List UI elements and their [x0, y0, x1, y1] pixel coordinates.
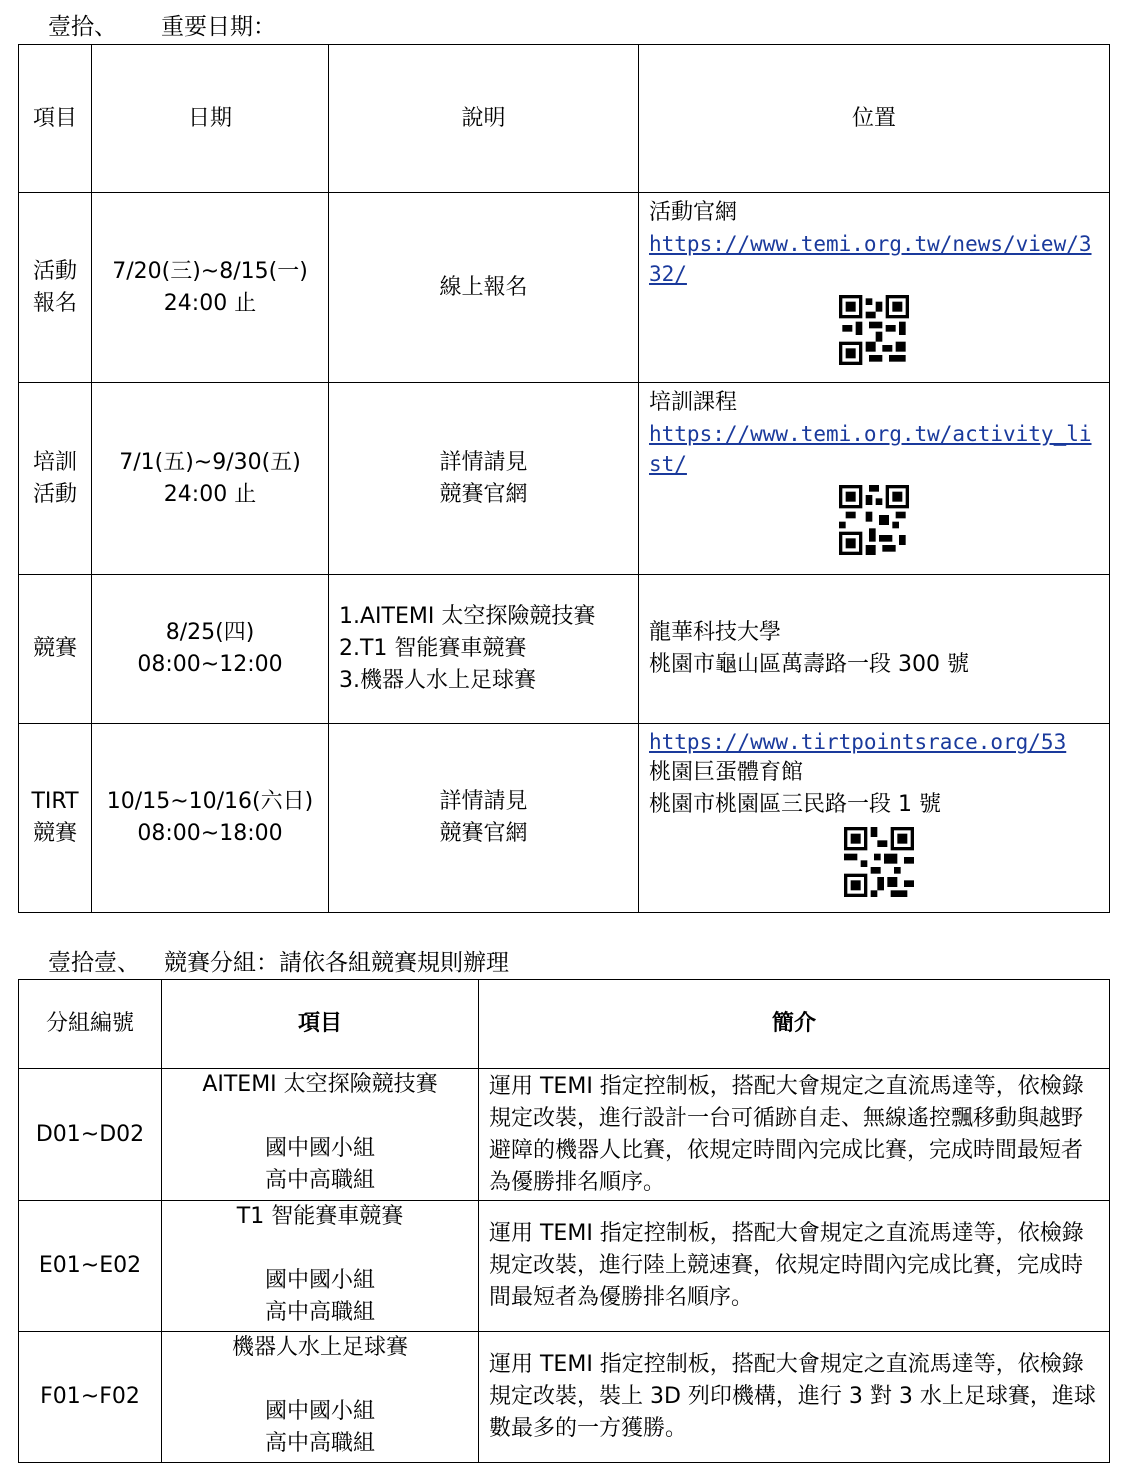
group-intro: 運用 TEMI 指定控制板，搭配大會規定之直流馬達等，依檢錄規定改裝，裝上 3D 列印機構，進行 3 對 3 水上足球賽，進球數最多的一方獲勝。 [479, 1332, 1110, 1463]
group-item [162, 1201, 479, 1332]
table-row [19, 1201, 1110, 1332]
location-title: 活動官網 [649, 200, 738, 225]
group-item [162, 1069, 479, 1201]
section11-heading [48, 946, 509, 980]
list-item: 1.AITEMI 太空探險競技賽 [339, 604, 596, 629]
header-location: 位置 [639, 45, 1110, 193]
header-intro: 簡介 [479, 980, 1110, 1069]
table-row [19, 575, 1110, 724]
header-group-code: 分組編號 [19, 980, 162, 1069]
header-desc: 說明 [329, 45, 639, 193]
registration-link[interactable]: https://www.temi.org.tw/news/view/332/ [649, 232, 1092, 286]
row-desc-line2: 競賽官網 [439, 481, 528, 507]
level-senior: 高中高職組 [264, 1431, 375, 1456]
row-item-line2: 報名 [32, 290, 77, 316]
level-junior: 國中國小組 [264, 1268, 375, 1293]
row-desc-line1: 詳情請見 [439, 789, 528, 814]
qr-code-icon [839, 485, 909, 555]
row-item-line2: 競賽 [32, 821, 77, 846]
row-desc [329, 724, 639, 913]
group-code: E01~E02 [19, 1201, 162, 1332]
row-date-line1: 8/25(四) [165, 620, 255, 645]
row-item-line1: 競賽 [32, 636, 77, 661]
section11-number: 壹拾壹、 [48, 950, 140, 976]
level-junior: 國中國小組 [264, 1399, 375, 1424]
row-desc [329, 383, 639, 575]
row-date [92, 193, 329, 383]
row-date [92, 383, 329, 575]
list-item: 3.機器人水上足球賽 [339, 668, 536, 693]
location-address: 桃園市桃園區三民路一段 1 號 [649, 792, 941, 817]
row-item-line1: TIRT [31, 789, 79, 814]
group-intro: 運用 TEMI 指定控制板，搭配大會規定之直流馬達等，依檢錄規定改裝，進行設計一台可循跡自走、無線遙控飄移動與越野避障的機器人比賽，依規定時間內完成比賽，完成時間最短者為優勝排名順序。 [479, 1069, 1110, 1201]
header-item: 項目 [162, 980, 479, 1069]
row-desc-line1: 詳情請見 [439, 449, 528, 475]
level-senior: 高中高職組 [264, 1300, 375, 1325]
important-dates-table [18, 44, 1110, 913]
location-title: 培訓課程 [649, 390, 738, 415]
list-item: 2.T1 智能賽車競賽 [339, 636, 527, 661]
row-item [19, 383, 92, 575]
section10-title: 重要日期： [161, 14, 276, 40]
group-name: AITEMI 太空探險競技賽 [202, 1072, 438, 1097]
row-desc-line1: 線上報名 [439, 274, 528, 300]
location-name: 桃園巨蛋體育館 [649, 760, 804, 785]
table-row [19, 1069, 1110, 1201]
row-item [19, 724, 92, 913]
group-item [162, 1332, 479, 1463]
location-address: 桃園市龜山區萬壽路一段 300 號 [649, 652, 969, 677]
row-date-line2: 08:00~12:00 [137, 652, 283, 677]
level-junior: 國中國小組 [264, 1136, 375, 1161]
group-name: T1 智能賽車競賽 [236, 1204, 404, 1229]
row-date-line2: 24:00 止 [163, 481, 257, 507]
row-date-line1: 10/15~10/16(六日) [106, 789, 314, 814]
row-item-line1: 活動 [32, 258, 77, 284]
table-row [19, 193, 1110, 383]
section10-number: 壹拾、 [48, 14, 117, 40]
group-name: 機器人水上足球賽 [231, 1335, 408, 1360]
section11-title: 競賽分組：請依各組競賽規則辦理 [164, 950, 509, 976]
group-levels [162, 1265, 478, 1329]
row-desc [329, 575, 639, 724]
group-intro: 運用 TEMI 指定控制板，搭配大會規定之直流馬達等，依檢錄規定改裝，進行陸上競速賽，依規定時間內完成比賽，完成時間最短者為優勝排名順序。 [479, 1201, 1110, 1332]
row-item-line1: 培訓 [32, 449, 77, 475]
group-code: D01~D02 [19, 1069, 162, 1201]
group-levels [162, 1396, 478, 1460]
qr-code-icon [839, 295, 909, 365]
row-desc [329, 193, 639, 383]
row-date-line1: 7/20(三)~8/15(一) [112, 258, 308, 284]
row-item-line2: 活動 [32, 481, 77, 507]
table-header-row [19, 45, 1110, 193]
row-date [92, 575, 329, 724]
location-name: 龍華科技大學 [649, 620, 782, 645]
table-row [19, 383, 1110, 575]
row-item [19, 193, 92, 383]
row-item [19, 575, 92, 724]
row-date-line1: 7/1(五)~9/30(五) [119, 449, 301, 475]
qr-code-icon [844, 827, 914, 897]
table-row [19, 724, 1110, 913]
row-desc-line2: 競賽官網 [439, 821, 528, 846]
row-date-line2: 08:00~18:00 [137, 821, 283, 846]
competition-groups-table [18, 979, 1110, 1463]
header-date: 日期 [92, 45, 329, 193]
header-item: 項目 [19, 45, 92, 193]
training-link[interactable]: https://www.temi.org.tw/activity_list/ [649, 422, 1092, 476]
row-location [639, 383, 1110, 575]
table-header-row [19, 980, 1110, 1069]
row-location [639, 724, 1110, 913]
table-row [19, 1332, 1110, 1463]
level-senior: 高中高職組 [264, 1168, 375, 1193]
row-location [639, 575, 1110, 724]
row-date-line2: 24:00 止 [163, 290, 257, 316]
group-levels [162, 1133, 478, 1197]
row-date [92, 724, 329, 913]
section10-heading [48, 10, 276, 44]
group-code: F01~F02 [19, 1332, 162, 1463]
tirt-link[interactable]: https://www.tirtpointsrace.org/53 [649, 730, 1067, 754]
row-location [639, 193, 1110, 383]
